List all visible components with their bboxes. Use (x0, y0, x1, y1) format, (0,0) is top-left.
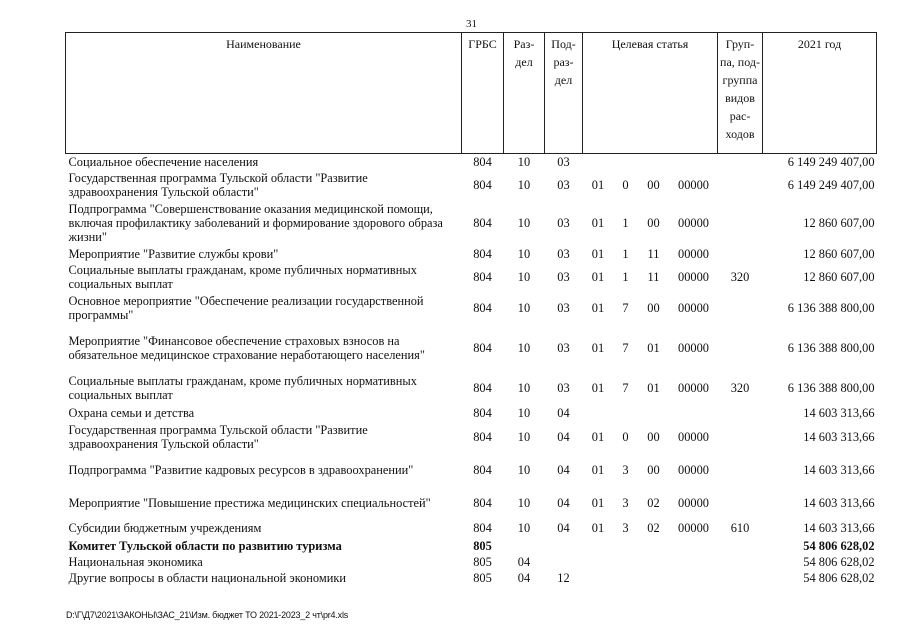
file-path-footer: D:\Г\Д7\2021\ЗАКОНЫ\ЗАС_21\Изм. бюджет ТО 2021-2023_2 чт\pr4.xls (66, 610, 349, 620)
row-podrazdel: 03 (557, 247, 570, 261)
header-razdel (504, 33, 545, 154)
row-cs-event (638, 538, 670, 554)
row-cs-event: 11 (647, 270, 660, 284)
table-header-row (66, 33, 877, 154)
row-razdel: 04 (517, 570, 531, 585)
row-razdel: 10 (517, 270, 531, 284)
row-podrazdel: 03 (557, 270, 570, 284)
header-gruppa-vidov (718, 33, 763, 154)
row-amount-2021: 12 860 607,00 (803, 247, 875, 261)
row-name: Субсидии бюджетным учреждениям (68, 521, 262, 535)
header-podrazdel-label: Под- раз- дел (551, 37, 576, 87)
row-razdel: 10 (517, 301, 531, 315)
row-podrazdel: 04 (557, 430, 570, 444)
header-year-label: 2021 год (797, 37, 842, 51)
row-amount-2021: 6 136 388 800,00 (787, 301, 875, 315)
header-razdel-label: Раз- дел (513, 37, 535, 69)
row-cs-event (638, 154, 670, 170)
row-razdel: 10 (517, 177, 531, 192)
row-grbs: 804 (473, 301, 492, 315)
row-cs-subprogram: 1 (622, 270, 629, 284)
row-razdel: 10 (517, 247, 531, 261)
row-cs-subprogram (614, 405, 638, 421)
row-name: Основное мероприятие "Обеспечение реализации государственной программы" (68, 294, 424, 322)
row-name: Мероприятие "Финансовое обеспечение страховых взносов на обязательное медицинское страхование неработающего населения" (68, 333, 425, 362)
row-podrazdel: 03 (557, 215, 570, 230)
table-row (66, 570, 877, 586)
row-cs-program (583, 405, 614, 421)
row-cs-event: 00 (647, 430, 660, 444)
row-cs-direction: 00000 (678, 380, 709, 395)
row-expense-group (718, 554, 763, 570)
table-row (66, 454, 877, 487)
row-amount-2021: 6 136 388 800,00 (787, 340, 875, 355)
row-cs-subprogram: 0 (622, 177, 629, 192)
row-cs-program: 01 (591, 270, 605, 284)
row-amount-2021: 54 806 628,02 (803, 538, 875, 553)
row-grbs: 804 (473, 154, 492, 169)
row-amount-2021: 14 603 313,66 (803, 521, 875, 535)
row-name: Мероприятие "Развитие службы крови" (68, 247, 279, 261)
row-cs-program: 01 (591, 215, 605, 230)
row-cs-program: 01 (591, 301, 605, 315)
row-name: Национальная экономика (68, 554, 203, 569)
row-name: Социальные выплаты гражданам, кроме публичных нормативных социальных выплат (68, 373, 417, 402)
table-row (66, 200, 877, 246)
row-cs-subprogram: 1 (622, 215, 629, 230)
row-cs-subprogram: 1 (622, 247, 629, 261)
row-grbs: 804 (473, 430, 492, 444)
row-name: Социальные выплаты гражданам, кроме публичных нормативных социальных выплат (68, 263, 417, 291)
row-cs-subprogram: 7 (622, 380, 629, 395)
row-amount-2021: 12 860 607,00 (803, 270, 875, 284)
row-podrazdel: 03 (557, 340, 570, 355)
row-expense-group (718, 421, 763, 454)
header-gruppa-label: Груп- па, под- группа видов рас- ходов (720, 37, 760, 141)
header-podrazdel (545, 33, 583, 154)
table-row (66, 263, 877, 292)
table-body (66, 154, 877, 586)
row-grbs: 804 (473, 405, 492, 420)
row-cs-subprogram: 0 (622, 430, 629, 444)
row-podrazdel: 03 (557, 177, 570, 192)
row-grbs: 804 (473, 177, 492, 192)
row-cs-event (638, 554, 670, 570)
table-row (66, 519, 877, 538)
table-row (66, 292, 877, 325)
row-cs-event: 02 (647, 495, 660, 510)
row-cs-direction: 00000 (678, 430, 709, 444)
row-cs-program (583, 554, 614, 570)
row-cs-event: 02 (647, 521, 660, 535)
row-cs-direction (670, 554, 718, 570)
row-name: Комитет Тульской области по развитию туризма (68, 538, 342, 553)
row-cs-subprogram: 3 (622, 463, 629, 477)
header-name-label: Наименование (226, 37, 301, 51)
table-row (66, 154, 877, 170)
table-row (66, 538, 877, 554)
row-expense-group (718, 154, 763, 170)
row-expense-group: 320 (730, 270, 750, 284)
header-grbs-label: ГРБС (468, 37, 497, 51)
row-cs-subprogram (614, 570, 638, 586)
row-name: Государственная программа Тульской области "Развитие здравоохранения Тульской области" (68, 170, 368, 199)
row-podrazdel: 03 (557, 301, 570, 315)
row-amount-2021: 14 603 313,66 (803, 430, 875, 444)
row-cs-event: 01 (647, 340, 660, 355)
row-razdel: 10 (517, 215, 531, 230)
row-amount-2021: 14 603 313,66 (803, 495, 875, 510)
row-podrazdel: 04 (557, 405, 570, 420)
row-cs-event: 01 (647, 380, 660, 395)
row-amount-2021: 54 806 628,02 (803, 570, 875, 585)
row-cs-program: 01 (591, 495, 605, 510)
row-grbs: 805 (473, 538, 492, 553)
row-cs-direction: 00000 (678, 340, 709, 355)
row-podrazdel: 03 (557, 154, 570, 169)
row-cs-program: 01 (591, 177, 605, 192)
row-grbs: 804 (473, 521, 492, 535)
row-amount-2021: 14 603 313,66 (803, 405, 875, 420)
table-row (66, 246, 877, 263)
table-row (66, 371, 877, 405)
row-cs-program: 01 (591, 380, 605, 395)
row-cs-direction: 00000 (678, 463, 709, 477)
row-expense-group (718, 405, 763, 421)
header-celevaya-label: Целевая статья (611, 37, 689, 51)
row-cs-program (583, 538, 614, 554)
header-celevaya-statya (583, 33, 718, 154)
row-name: Государственная программа Тульской области "Развитие здравоохранения Тульской области" (68, 423, 368, 451)
row-cs-direction: 00000 (678, 247, 709, 261)
row-podrazdel (545, 538, 583, 554)
row-cs-direction: 00000 (678, 270, 709, 284)
row-podrazdel: 04 (557, 495, 570, 510)
row-razdel: 10 (517, 340, 531, 355)
row-name: Другие вопросы в области национальной экономики (68, 570, 346, 585)
row-cs-direction (670, 538, 718, 554)
row-amount-2021: 54 806 628,02 (803, 554, 875, 569)
row-cs-event (638, 405, 670, 421)
row-grbs: 804 (473, 495, 492, 510)
row-cs-event: 00 (647, 177, 660, 192)
row-cs-subprogram: 7 (622, 340, 629, 355)
row-cs-direction: 00000 (678, 301, 709, 315)
row-podrazdel: 04 (557, 463, 570, 477)
header-name (66, 33, 462, 154)
row-podrazdel (545, 554, 583, 570)
row-podrazdel: 12 (557, 570, 570, 585)
row-grbs: 804 (473, 247, 492, 261)
header-year (763, 33, 877, 154)
table-row (66, 487, 877, 519)
budget-table (65, 32, 877, 586)
row-expense-group (718, 454, 763, 487)
row-amount-2021: 12 860 607,00 (803, 215, 875, 230)
row-expense-group (718, 538, 763, 554)
row-cs-subprogram: 3 (622, 521, 629, 535)
row-cs-program: 01 (591, 247, 605, 261)
row-cs-program: 01 (591, 340, 605, 355)
row-cs-direction (670, 570, 718, 586)
row-grbs: 804 (473, 463, 492, 477)
row-grbs: 804 (473, 215, 492, 230)
row-name: Мероприятие "Повышение престижа медицинских специальностей" (68, 495, 431, 510)
row-cs-direction: 00000 (678, 495, 709, 510)
row-name: Социальное обеспечение населения (68, 154, 259, 169)
row-razdel: 04 (517, 554, 531, 569)
row-cs-subprogram (614, 538, 638, 554)
row-grbs: 804 (473, 340, 492, 355)
row-cs-event: 00 (647, 463, 660, 477)
table-row (66, 405, 877, 421)
row-grbs: 805 (473, 570, 492, 585)
row-expense-group (718, 292, 763, 325)
row-podrazdel: 04 (557, 521, 570, 535)
row-podrazdel: 03 (557, 380, 570, 395)
row-cs-event: 11 (647, 247, 660, 261)
row-name: Подпрограмма "Развитие кадровых ресурсов в здравоохранении" (68, 463, 414, 477)
row-razdel: 10 (517, 495, 531, 510)
row-cs-subprogram (614, 154, 638, 170)
row-cs-subprogram: 7 (622, 301, 629, 315)
row-expense-group: 610 (730, 521, 750, 535)
row-razdel: 10 (517, 380, 531, 395)
row-cs-program: 01 (591, 430, 605, 444)
row-cs-program: 01 (591, 521, 605, 535)
row-cs-event: 00 (647, 215, 660, 230)
table-row (66, 421, 877, 454)
row-expense-group (718, 325, 763, 371)
row-cs-direction (670, 154, 718, 170)
row-amount-2021: 6 136 388 800,00 (787, 380, 875, 395)
row-amount-2021: 6 149 249 407,00 (787, 154, 875, 169)
row-cs-program: 01 (591, 463, 605, 477)
row-cs-subprogram: 3 (622, 495, 629, 510)
row-name: Подпрограмма "Совершенствование оказания медицинской помощи, включая профилактику заболеваний и формирование здорового образа жизни" (68, 201, 443, 244)
row-razdel: 10 (517, 430, 531, 444)
row-name: Охрана семьи и детства (68, 405, 195, 420)
table-row (66, 554, 877, 570)
row-razdel (504, 538, 545, 554)
row-cs-event: 00 (647, 301, 660, 315)
row-cs-event (638, 570, 670, 586)
row-razdel: 10 (517, 405, 531, 420)
row-cs-direction: 00000 (678, 177, 709, 192)
header-grbs (462, 33, 504, 154)
row-amount-2021: 6 149 249 407,00 (787, 177, 875, 192)
table-row (66, 170, 877, 200)
row-razdel: 10 (517, 521, 531, 535)
table-row (66, 325, 877, 371)
row-expense-group (718, 170, 763, 200)
page-number: 31 (466, 18, 477, 30)
row-razdel: 10 (517, 154, 531, 169)
row-grbs: 804 (473, 270, 492, 284)
row-cs-direction: 00000 (678, 215, 709, 230)
row-cs-direction (670, 405, 718, 421)
row-cs-program (583, 154, 614, 170)
row-amount-2021: 14 603 313,66 (803, 463, 875, 477)
row-expense-group (718, 200, 763, 246)
row-grbs: 804 (473, 380, 492, 395)
row-grbs: 805 (473, 554, 492, 569)
row-razdel: 10 (517, 463, 531, 477)
row-cs-program (583, 570, 614, 586)
row-expense-group: 320 (730, 380, 750, 395)
row-cs-direction: 00000 (678, 521, 709, 535)
row-expense-group (718, 246, 763, 263)
row-expense-group (718, 570, 763, 586)
row-cs-subprogram (614, 554, 638, 570)
row-expense-group (718, 487, 763, 519)
